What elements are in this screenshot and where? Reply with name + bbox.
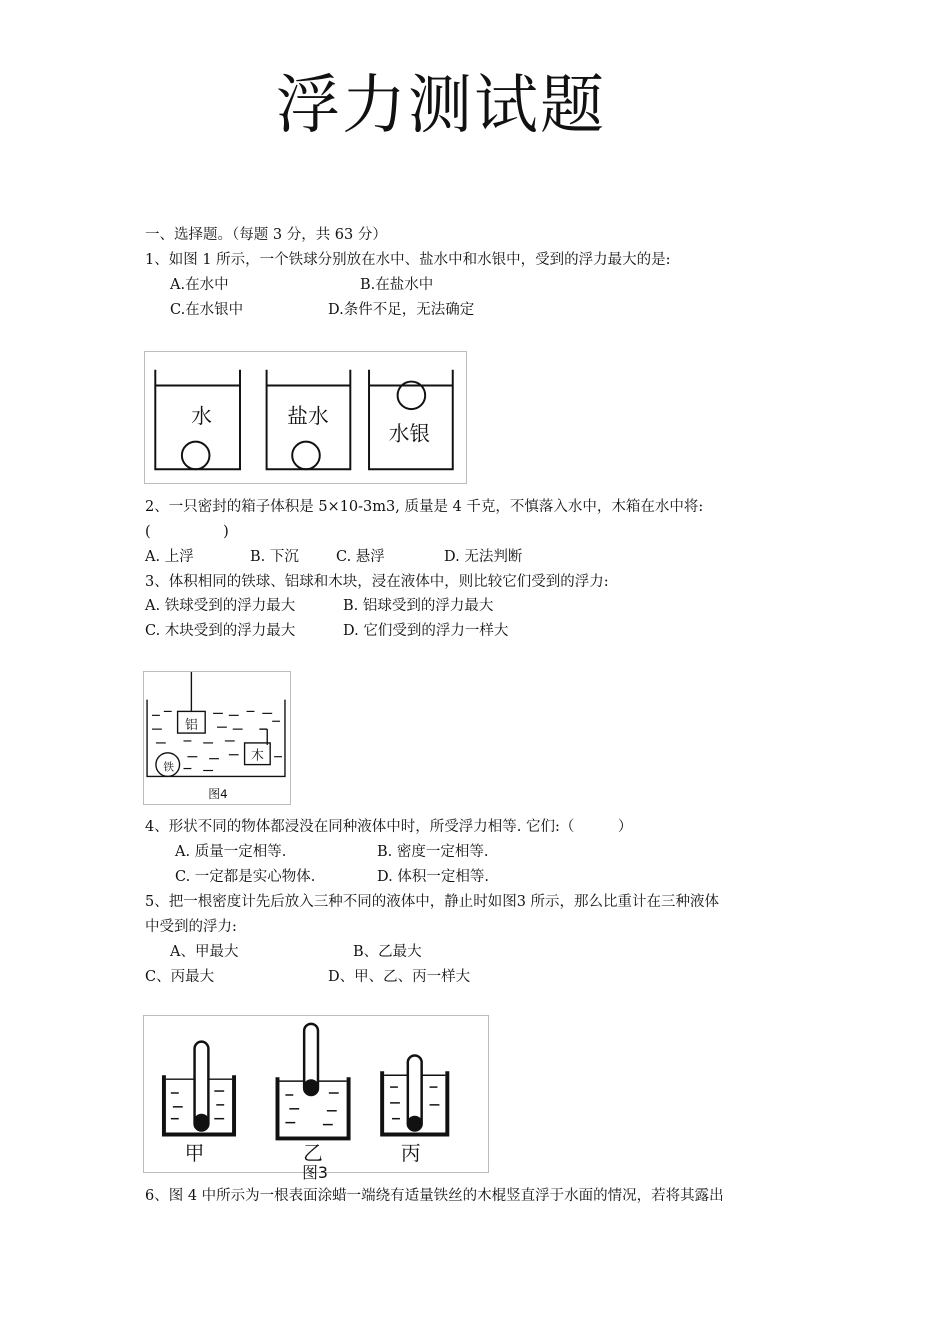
label-saltwater: 盐水 (287, 403, 329, 428)
q1-option-d: D.条件不足，无法确定 (328, 302, 475, 318)
label-jia: 甲 (184, 1142, 205, 1166)
q3-option-d: D. 它们受到的浮力一样大 (343, 623, 509, 639)
q6-stem: 6、图 4 中所示为一根表面涂蜡一端绕有适量铁丝的木棍竖直浮于水面的情况，若将其露出 (145, 1188, 724, 1204)
q4-option-b: B. 密度一定相等. (377, 844, 489, 860)
figure-4-diagram (144, 672, 290, 804)
beaker-yi (277, 1024, 348, 1139)
figure-4-caption: 图4 (208, 787, 228, 802)
label-aluminum: 铝 (184, 718, 198, 734)
q4-option-d: D. 体积一定相等. (377, 869, 489, 885)
iron-ball-water (182, 442, 210, 470)
section-heading: 一、选择题。（每题 3 分，共 63 分） (145, 227, 387, 243)
q2-option-d: D. 无法判断 (444, 549, 523, 565)
q2-option-a: A. 上浮 (145, 549, 194, 565)
q4-stem: 4、形状不同的物体都浸没在同种液体中时，所受浮力相等. 它们:（ ） (145, 819, 633, 835)
figure-1-diagram (145, 352, 466, 483)
q2-option-c: C. 悬浮 (336, 549, 385, 565)
q5-option-c: C、丙最大 (145, 969, 215, 985)
figure-4 (143, 671, 291, 805)
q2-option-b: B. 下沉 (250, 549, 299, 565)
label-iron: 铁 (163, 760, 175, 774)
page-title: 浮力测试题 (276, 69, 606, 143)
figure-3-caption: 图3 (302, 1162, 328, 1182)
label-bing: 丙 (400, 1142, 421, 1166)
q3-option-a: A. 铁球受到的浮力最大 (145, 598, 296, 614)
q1-option-a: A.在水中 (170, 277, 229, 293)
iron-ball-saltwater (292, 442, 320, 470)
beaker-bing (382, 1055, 447, 1134)
label-yi: 乙 (303, 1142, 323, 1166)
q4-option-a: A. 质量一定相等. (175, 844, 287, 860)
q5-stem-line1: 5、把一根密度计先后放入三种不同的液体中，静止时如图3 所示，那么比重计在三种液体 (145, 894, 720, 910)
beaker-jia (164, 1042, 234, 1135)
q1-option-c: C.在水银中 (170, 302, 244, 318)
q3-option-c: C. 木块受到的浮力最大 (145, 623, 296, 639)
q3-option-b: B. 铝球受到的浮力最大 (343, 598, 494, 614)
label-wood: 木 (250, 748, 264, 764)
q4-option-c: C. 一定都是实心物体. (175, 869, 316, 885)
q5-option-d: D、甲、乙、丙一样大 (328, 969, 471, 985)
label-mercury: 水银 (388, 421, 431, 446)
figure-3-diagram (144, 1016, 488, 1182)
figure-3 (143, 1015, 489, 1182)
q2-stem: 2、一只密封的箱子体积是 5×10-3m3, 质量是 4 千克，不慎落入水中，木箱在水中将: (145, 499, 704, 515)
figure-1 (144, 351, 467, 484)
q5-option-b: B、乙最大 (353, 944, 422, 960)
q1-option-b: B.在盐水中 (360, 277, 434, 293)
q3-stem: 3、体积相同的铁球、铝球和木块，浸在液体中，则比较它们受到的浮力: (145, 574, 609, 590)
q5-stem-line2: 中受到的浮力: (145, 919, 237, 935)
label-water: 水 (191, 403, 212, 428)
q2-answer-blank: ( ) (145, 524, 229, 540)
q5-option-a: A、甲最大 (170, 944, 239, 960)
q1-stem: 1、如图 1 所示，一个铁球分别放在水中、盐水中和水银中，受到的浮力最大的是: (145, 252, 671, 268)
